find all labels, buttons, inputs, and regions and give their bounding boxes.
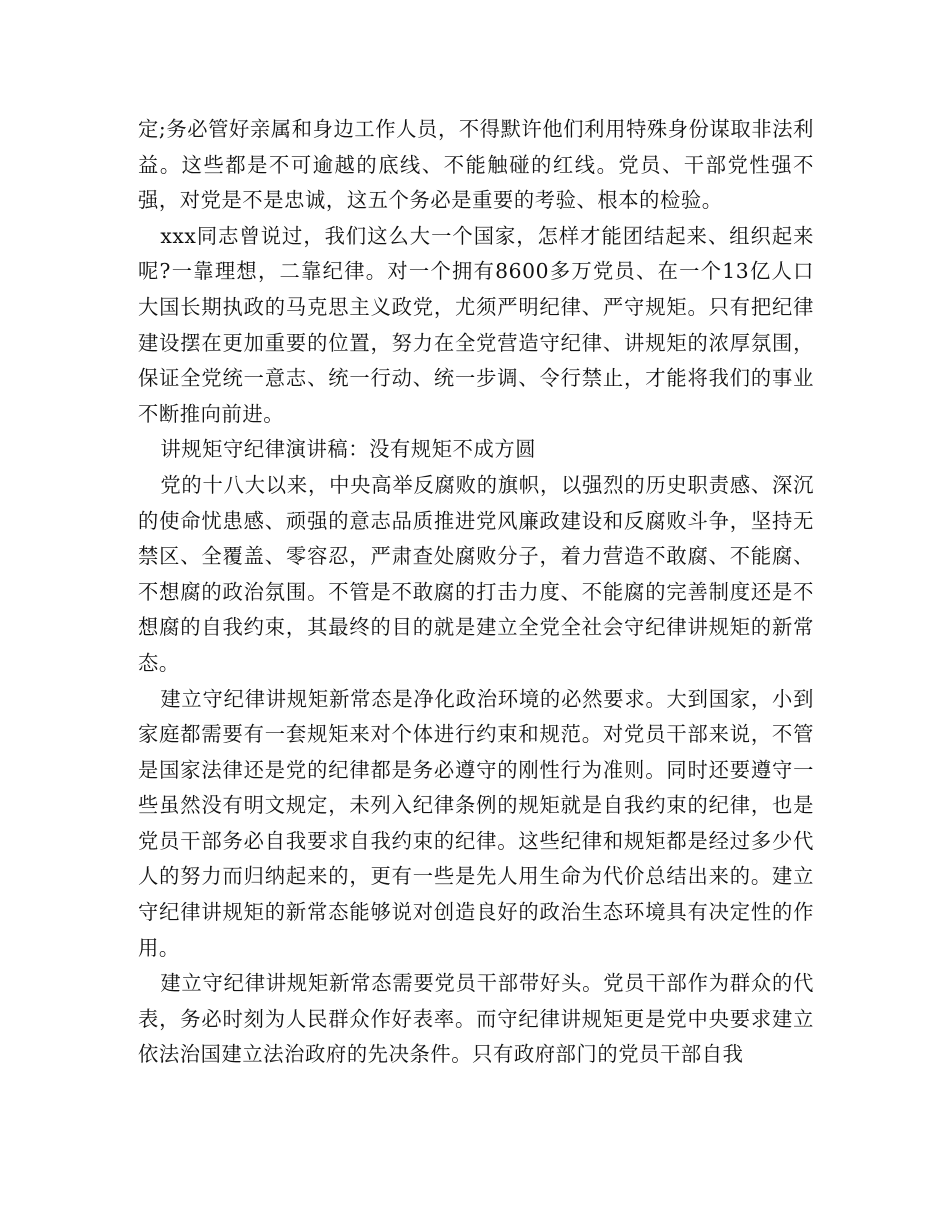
paragraph-5: 建立守纪律讲规矩新常态需要党员干部带好头。党员干部作为群众的代表，务必时刻为人民群众作好表率。而守纪律讲规矩更是党中央要求建立依法治国建立法治政府的先决条件。只有政府部门的党员干部自我 bbox=[138, 971, 814, 1067]
paragraph-4: 建立守纪律讲规矩新常态是净化政治环境的必然要求。大到国家，小到家庭都需要有一套规矩来对个体进行约束和规范。对党员干部来说，不管是国家法律还是党的纪律都是务必遵守的刚性行为准则。同时还要遵守一些虽然没有明文规定，未列入纪律条例的规矩就是自我约束的纪律，也是党员干部务必自我要求自我约束的纪律。这些纪律和规矩都是经过多少代人的努力而归纳起来的，更有一些是先人用生命为代价总结出来的。建立守纪律讲规矩的新常态能够说对创造良好的政治生态环境具有决定性的作用。 bbox=[138, 686, 814, 960]
paragraph-3: 党的十八大以来，中央高举反腐败的旗帜，以强烈的历史职责感、深沉的使命忧患感、顽强的意志品质推进党风廉政建设和反腐败斗争，坚持无禁区、全覆盖、零容忍，严肃查处腐败分子，着力营造不敢腐、不能腐、不想腐的政治氛围。不管是不敢腐的打击力度、不能腐的完善制度还是不想腐的自我约束，其最终的目的就是建立全党全社会守纪律讲规矩的新常态。 bbox=[138, 472, 814, 675]
paragraph-2: xxx同志曾说过，我们这么大一个国家，怎样才能团结起来、组织起来呢?一靠理想，二靠纪律。对一个拥有8600多万党员、在一个13亿人口大国长期执政的马克思主义政党，尤须严明纪律、严守规矩。只有把纪律建设摆在更加重要的位置，努力在全党营造守纪律、讲规矩的浓厚氛围，保证全党统一意志、统一行动、统一步调、令行禁止，才能将我们的事业不断推向前进。 bbox=[138, 223, 814, 426]
paragraph-1: 定;务必管好亲属和身边工作人员，不得默许他们利用特殊身份谋取非法利益。这些都是不可逾越的底线、不能触碰的红线。党员、干部党性强不强，对党是不是忠诚，这五个务必是重要的考验、根本的检验。 bbox=[138, 117, 814, 213]
section-heading: 讲规矩守纪律演讲稿：没有规矩不成方圆 bbox=[160, 437, 537, 462]
document-body bbox=[138, 112, 814, 1073]
